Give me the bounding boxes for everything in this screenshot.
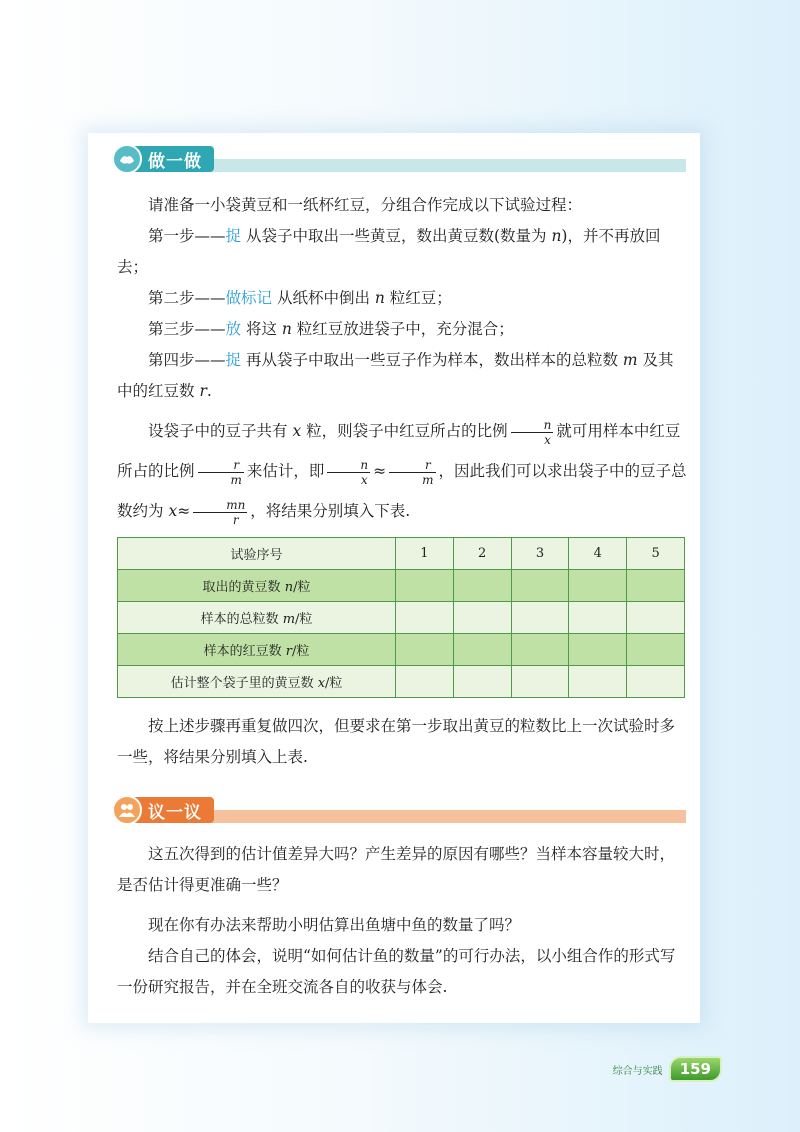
table-cell xyxy=(453,634,511,666)
table-cell xyxy=(627,634,685,666)
footer-section-label: 综合与实践 xyxy=(612,1065,663,1077)
table-header-row xyxy=(118,538,685,570)
table-cell xyxy=(511,666,569,698)
row-label-unit: /粒 xyxy=(291,644,310,659)
explain-paragraph xyxy=(117,411,687,531)
table-cell xyxy=(627,666,685,698)
fraction-numerator: n xyxy=(327,458,370,473)
explain-text: ，因此我们可以求出袋子中的豆子总数约为 xyxy=(117,462,687,520)
step-keyword: 放 xyxy=(225,320,242,338)
fraction-denominator: m xyxy=(422,472,434,487)
intro-paragraph: 请准备一小袋黄豆和一纸杯红豆，分组合作完成以下试验过程： xyxy=(148,196,583,214)
table-cell xyxy=(511,570,569,602)
table-cell xyxy=(569,634,627,666)
step-text: . xyxy=(206,382,212,400)
section-header-yiyiyi xyxy=(112,797,686,827)
row-label xyxy=(118,570,396,602)
step-var: r xyxy=(199,382,207,400)
table-header-cell: 4 xyxy=(569,538,627,570)
step-keyword: 捉 xyxy=(225,227,242,245)
table-cell xyxy=(569,602,627,634)
explain-text: 就可用样本中红豆所占的比例 xyxy=(117,422,681,480)
fraction-numerator: n xyxy=(511,418,554,433)
discuss-paragraph-3: 结合自己的体会，说明“如何估计鱼的数量”的可行办法，以小组合作的形式写一份研究报告，并在全班交流各自的收获与体会. xyxy=(117,947,676,996)
fraction-n-over-x xyxy=(327,458,370,487)
step-prefix: 第三步—— xyxy=(148,320,226,338)
table-cell xyxy=(396,570,454,602)
fraction-denominator: x xyxy=(544,432,551,447)
row-label-var: n xyxy=(284,580,294,595)
step-prefix: 第一步—— xyxy=(148,227,226,245)
step-3 xyxy=(117,314,687,345)
step-keyword: 做标记 xyxy=(225,289,273,307)
step-text: 粒红豆放进袋子中，充分混合； xyxy=(291,320,514,338)
step-1 xyxy=(117,221,687,283)
var-x: x xyxy=(292,422,302,440)
section-header-tab xyxy=(112,146,214,172)
row-label-var: m xyxy=(282,612,296,627)
approx-sign: ≈ xyxy=(177,502,191,520)
row-label-unit: /粒 xyxy=(325,676,343,691)
fraction-numerator: r xyxy=(198,458,244,473)
step-prefix: 第四步—— xyxy=(148,351,226,369)
step-text: )，并不再放回去； xyxy=(117,227,661,276)
explain-text: ，将结果分别填入下表. xyxy=(250,502,411,520)
step-text: 从袋子中取出一些黄豆，数出黄豆数(数量为 xyxy=(241,227,552,245)
step-text: 及其中的红豆数 xyxy=(117,351,674,400)
fraction-r-over-m xyxy=(198,458,244,487)
table-cell xyxy=(569,570,627,602)
fraction-n-over-x xyxy=(511,418,554,447)
var-x: x xyxy=(168,502,178,520)
fraction-r-over-m xyxy=(389,458,435,487)
step-text: 粒红豆； xyxy=(384,289,452,307)
row-label-text: 样本的总粒数 xyxy=(200,612,283,627)
experiment-table xyxy=(117,537,685,698)
table-cell xyxy=(627,602,685,634)
page-number: 159 xyxy=(669,1056,722,1082)
step-var: n xyxy=(374,289,385,307)
table-header-cell: 3 xyxy=(511,538,569,570)
table-row xyxy=(118,634,685,666)
fraction-denominator: r xyxy=(232,512,239,527)
discuss-paragraph-1: 这五次得到的估计值差异大吗？产生差异的原因有哪些？当样本容量较大时，是否估计得更准确一些？ xyxy=(117,845,676,894)
step-var: m xyxy=(622,351,638,369)
row-label-text: 样本的红豆数 xyxy=(203,644,286,659)
table-cell xyxy=(396,634,454,666)
row-label-unit: /粒 xyxy=(295,612,313,627)
step-keyword: 捉 xyxy=(225,351,242,369)
fraction-mn-over-r xyxy=(193,498,247,527)
table-header-cell: 试验序号 xyxy=(118,538,396,570)
explain-text: 来估计，即 xyxy=(246,462,325,480)
table-cell xyxy=(511,634,569,666)
row-label xyxy=(118,634,396,666)
discuss-paragraph-2: 现在你有办法来帮助小明估算出鱼塘中鱼的数量了吗？ xyxy=(148,916,521,934)
step-text: 再从袋子中取出一些豆子作为样本，数出样本的总粒数 xyxy=(241,351,623,369)
step-text: 将这 xyxy=(241,320,282,338)
table-row xyxy=(118,602,685,634)
group-icon xyxy=(112,795,142,825)
explain-text: 粒，则袋子中红豆所占的比例 xyxy=(301,422,508,440)
section-header-bar xyxy=(202,810,686,823)
fraction-numerator: r xyxy=(389,458,435,473)
section-header-tab xyxy=(112,797,214,823)
table-header-cell: 2 xyxy=(453,538,511,570)
section-title: 做一做 xyxy=(148,151,202,172)
table-header-cell: 1 xyxy=(396,538,454,570)
row-label-text: 取出的黄豆数 xyxy=(202,580,285,595)
fraction-denominator: m xyxy=(230,472,242,487)
table-row xyxy=(118,570,685,602)
repeat-paragraph: 按上述步骤再重复做四次，但要求在第一步取出黄豆的粒数比上一次试验时多一些，将结果分别填入上表. xyxy=(117,717,676,766)
approx-sign: ≈ xyxy=(373,462,387,480)
fraction-denominator: x xyxy=(360,472,368,487)
row-label-var: x xyxy=(317,676,326,691)
row-label xyxy=(118,602,396,634)
section-title: 议一议 xyxy=(148,802,202,823)
table-row xyxy=(118,666,685,698)
table-cell xyxy=(511,602,569,634)
table-cell xyxy=(569,666,627,698)
step-4 xyxy=(117,345,687,407)
table-header-cell: 5 xyxy=(627,538,685,570)
row-label-unit: /粒 xyxy=(293,580,311,595)
table-cell xyxy=(396,602,454,634)
table-cell xyxy=(453,602,511,634)
section-header-zuoyizuo xyxy=(112,146,686,176)
row-label-var: r xyxy=(285,644,292,659)
table-cell xyxy=(453,666,511,698)
row-label xyxy=(118,666,396,698)
fraction-numerator: mn xyxy=(193,498,247,513)
step-prefix: 第二步—— xyxy=(148,289,226,307)
step-var: n xyxy=(281,320,292,338)
explain-text: 设袋子中的豆子共有 xyxy=(148,422,293,440)
page-footer xyxy=(613,1056,722,1082)
table-cell xyxy=(396,666,454,698)
step-2 xyxy=(117,283,687,314)
row-label-text: 估计整个袋子里的黄豆数 xyxy=(170,676,318,691)
section-header-bar xyxy=(202,159,686,172)
step-text: 从纸杯中倒出 xyxy=(272,289,375,307)
step-var: n xyxy=(551,227,562,245)
table-cell xyxy=(453,570,511,602)
hands-icon xyxy=(112,144,142,174)
table-cell xyxy=(627,570,685,602)
